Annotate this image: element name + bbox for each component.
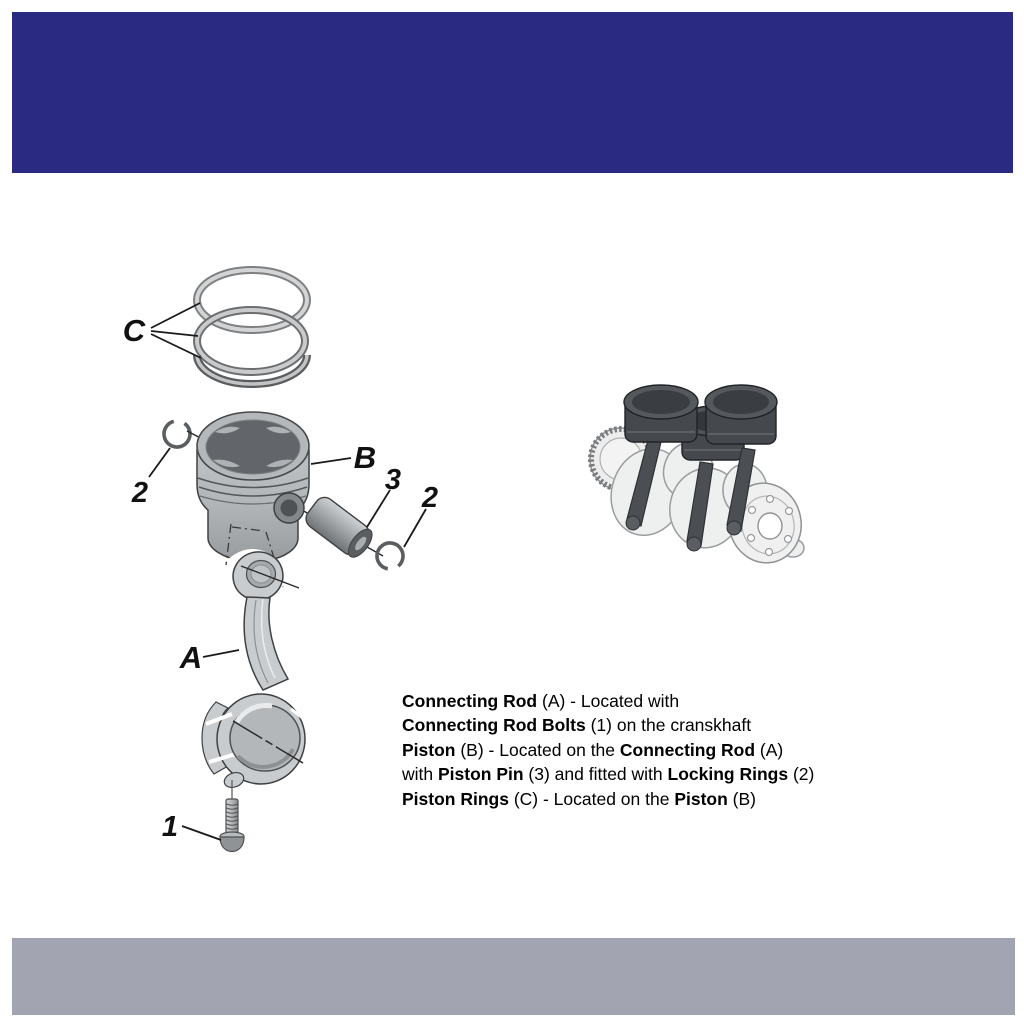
label-locking-ring-left: 2 — [131, 477, 149, 509]
description-line — [402, 713, 922, 737]
description-segment: (B) — [727, 788, 757, 809]
description-segment: (A) - Located with — [537, 691, 680, 711]
description-line — [402, 762, 922, 786]
piston — [197, 412, 309, 563]
label-2-left-leader — [149, 448, 170, 477]
piston-pin — [302, 493, 377, 561]
connecting-rod — [202, 546, 305, 790]
description-segment: Piston — [674, 788, 728, 809]
label-rod-bolt: 1 — [161, 811, 179, 843]
description-segment: (3) and fitted with — [523, 764, 668, 785]
description-line — [402, 787, 922, 811]
description-segment: Connecting Rod — [619, 739, 756, 760]
description-segment: (2) — [788, 764, 815, 785]
piston-rings-group — [197, 270, 307, 384]
description-segment: Piston Rings — [402, 788, 509, 809]
label-1-leader — [182, 826, 221, 840]
description-line — [402, 689, 922, 713]
label-piston: B — [353, 440, 377, 475]
crankshaft-assembly-image — [590, 385, 809, 570]
locking-ring-left — [159, 416, 195, 452]
locking-ring-right — [375, 541, 405, 571]
label-connecting-rod: A — [179, 640, 203, 675]
description-text — [402, 689, 922, 811]
description-segment: Locking Rings — [667, 764, 789, 785]
label-locking-ring-right: 2 — [421, 482, 439, 514]
description-segment: Piston Pin — [437, 764, 524, 785]
description-segment: (C) - Located on the — [508, 788, 675, 809]
label-c-leader-lines — [151, 303, 201, 358]
description-line — [402, 738, 922, 762]
description-segment: Connecting Rod Bolts — [402, 715, 586, 736]
label-piston-pin: 3 — [384, 464, 402, 496]
description-segment: Piston — [402, 739, 456, 760]
label-piston-rings: C — [122, 313, 146, 348]
description-segment: with — [402, 764, 438, 785]
description-segment: (A) — [755, 739, 784, 760]
label-b-leader — [311, 458, 351, 464]
description-segment: Connecting Rod — [402, 691, 538, 711]
rod-bolt — [220, 799, 244, 852]
label-2-right-leader — [404, 509, 426, 547]
description-segment: (1) on the cranskhaft — [585, 715, 752, 736]
description-segment: (B) - Located on the — [455, 739, 620, 760]
label-a-leader — [203, 650, 239, 657]
